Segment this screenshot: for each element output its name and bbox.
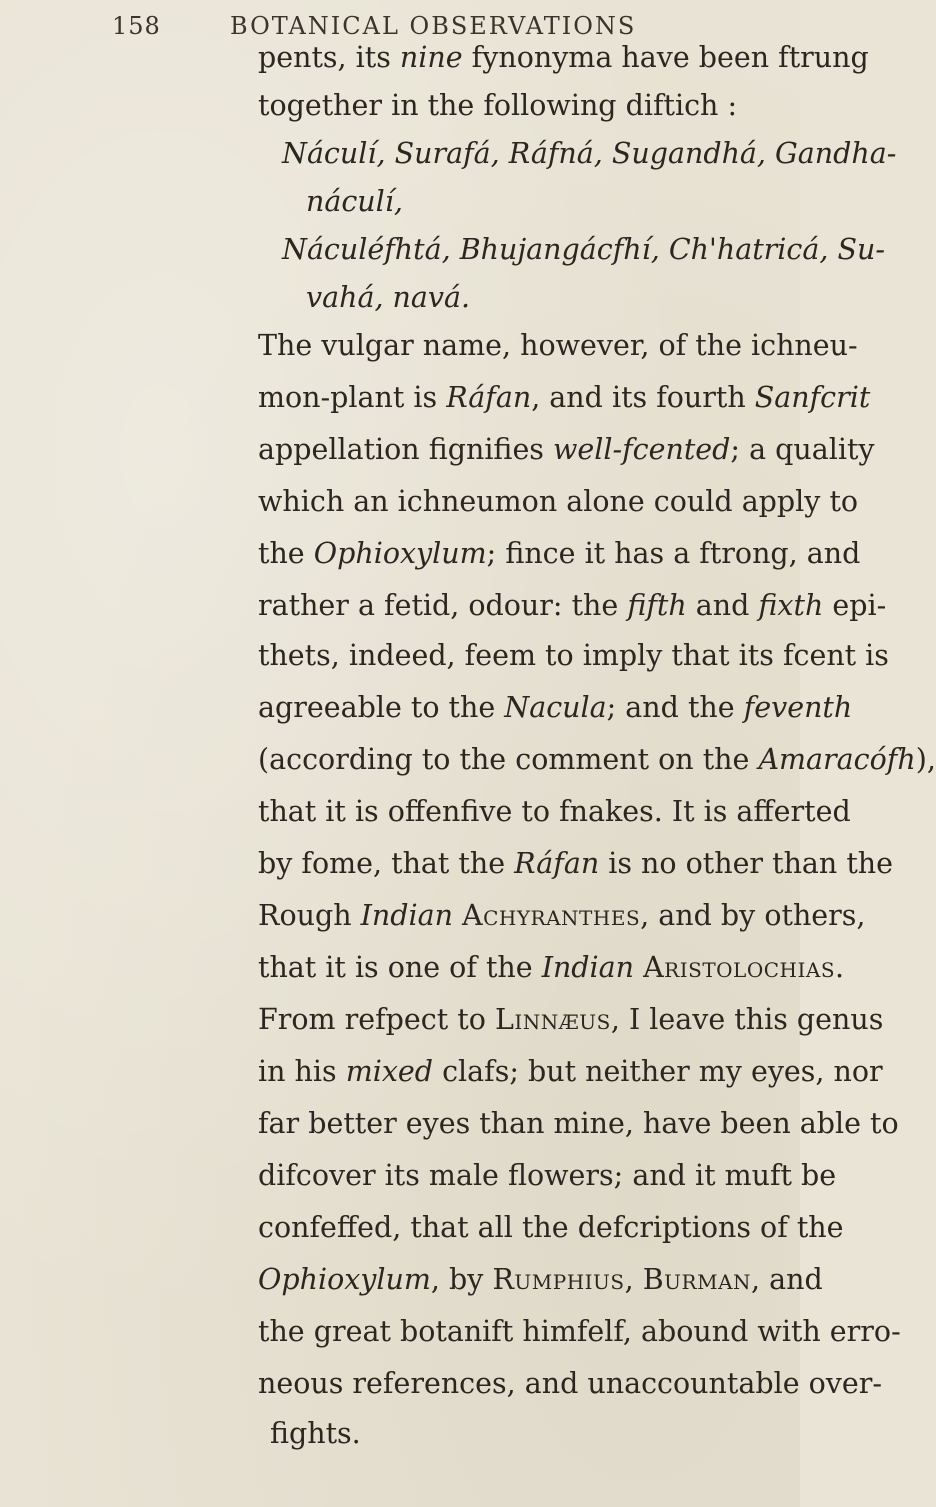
text-line (258, 1052, 883, 1092)
text-line (258, 896, 865, 936)
text-span: (according to the comment on the (258, 743, 759, 776)
italic-text: Ophioxylum (258, 1263, 431, 1296)
text-span: Rough (258, 899, 361, 932)
text-line (270, 1414, 361, 1454)
text-line (258, 38, 869, 78)
text-span: that it is one of the (258, 951, 542, 984)
italic-text: Amaracófh (758, 743, 916, 776)
text-span: the great botanift himfelf, abound with erro- (258, 1315, 901, 1348)
text-line (258, 740, 936, 780)
text-span: . (835, 951, 845, 984)
text-line (282, 134, 896, 174)
text-span: , and (751, 1263, 823, 1296)
text-line (306, 278, 470, 318)
text-span: by fome, that the (258, 847, 515, 880)
text-span: pents, its (258, 41, 400, 74)
text-span: fights. (270, 1417, 361, 1450)
text-span (634, 951, 643, 984)
text-span: , and its fourth (531, 381, 755, 414)
text-line (258, 378, 870, 418)
text-span: neous references, and unaccountable over- (258, 1367, 882, 1400)
italic-text: Indian (541, 951, 635, 984)
italic-text: Náculéfhtá, Bhujangácfhí, Ch'hatricá, Su- (282, 233, 885, 266)
italic-text: nine (399, 41, 463, 74)
text-span: ), (915, 743, 936, 776)
italic-text: feventh (743, 691, 853, 724)
text-span: ; a quality (730, 433, 875, 466)
text-span: confeffed, that all the defcriptions of the (258, 1211, 844, 1244)
italic-text: fixth (758, 589, 824, 622)
text-line (306, 182, 403, 222)
text-span: together in the following diftich : (258, 89, 738, 122)
italic-text: well-fcented (553, 433, 731, 466)
text-span: , I leave this genus (610, 1003, 884, 1036)
small-caps-text: Aristolochias (643, 951, 836, 984)
text-line (258, 688, 852, 728)
text-span: far better eyes than mine, have been able to (258, 1107, 899, 1140)
italic-text: Ráfan (514, 847, 600, 880)
text-span: thets, indeed, feem to imply that its fcent is (258, 639, 889, 672)
text-span: is no other than the (599, 847, 894, 880)
running-title: BOTANICAL OBSERVATIONS (230, 12, 637, 40)
small-caps-text: Burman (642, 1263, 752, 1296)
small-caps-text: Achyranthes (462, 899, 641, 932)
text-line (258, 326, 858, 366)
italic-text: vahá, navá. (306, 281, 471, 314)
text-span: the (258, 537, 314, 570)
italic-text: Indian (360, 899, 453, 932)
italic-text: mixed (345, 1055, 434, 1088)
italic-text: Sanfcrit (754, 381, 871, 414)
text-line (258, 1208, 844, 1248)
text-line (258, 1104, 899, 1144)
page-number: 158 (112, 12, 161, 40)
text-line (258, 1156, 836, 1196)
small-caps-text: Linnæus (494, 1003, 611, 1036)
small-caps-text: Rumphius (492, 1263, 625, 1296)
text-line (258, 86, 737, 126)
text-line (258, 1000, 883, 1040)
text-span: , (624, 1263, 643, 1296)
text-line (258, 792, 851, 832)
text-span: epi- (823, 589, 887, 622)
text-line (258, 430, 875, 470)
italic-text: fifth (627, 589, 687, 622)
text-span: The vulgar name, however, of the ichneu- (258, 329, 858, 362)
text-span: in his (258, 1055, 346, 1088)
text-span: that it is offenfive to fnakes. It is afferted (258, 795, 851, 828)
text-span: , by (430, 1263, 493, 1296)
text-span: ; fince it has a ftrong, and (486, 537, 861, 570)
text-span: clafs; but neither my eyes, nor (433, 1055, 883, 1088)
text-span: which an ichneumon alone could apply to (258, 485, 859, 518)
text-span: difcover its male flowers; and it muft be (258, 1159, 837, 1192)
text-span: appellation fignifies (258, 433, 553, 466)
text-line (258, 948, 844, 988)
text-line (258, 1364, 882, 1404)
text-line (258, 636, 889, 676)
text-span: rather a fetid, odour: the (258, 589, 628, 622)
text-span: From refpect to (258, 1003, 495, 1036)
text-span: , and by others, (640, 899, 866, 932)
text-line (258, 1312, 901, 1352)
text-line (258, 482, 858, 522)
italic-text: Ophioxylum (313, 537, 487, 570)
italic-text: Nacula (504, 691, 607, 724)
text-span: ; and the (606, 691, 744, 724)
text-span (453, 899, 462, 932)
text-line (258, 844, 893, 884)
text-line (282, 230, 885, 270)
text-span: agreeable to the (258, 691, 505, 724)
text-line (258, 1260, 823, 1300)
text-line (258, 586, 886, 626)
text-line (258, 534, 860, 574)
italic-text: Ráfan (446, 381, 532, 414)
text-span: mon-plant is (258, 381, 447, 414)
italic-text: í, (384, 185, 403, 218)
text-span: fynonyma have been ftrung (462, 41, 869, 74)
italic-text: nácul (306, 185, 385, 218)
italic-text: Náculí, Surafá, Ráfná, Sugandhá, Gandha- (282, 137, 897, 170)
text-span: and (686, 589, 759, 622)
